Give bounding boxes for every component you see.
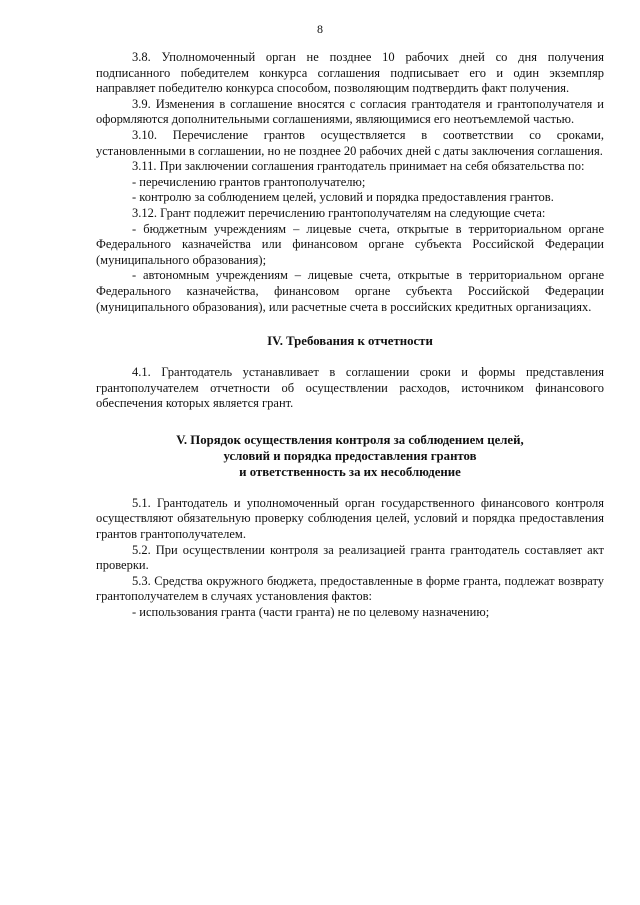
- list-item-control-compliance: - контролю за соблюдением целей, условий и порядка предоставления грантов.: [132, 190, 554, 205]
- paragraph-5-2: 5.2. При осуществлении контроля за реализацией гранта грантодатель составляет акт проверки.: [96, 542, 604, 573]
- paragraph-3-12: 3.12. Грант подлежит перечислению грантополучателям на следующие счета:: [132, 205, 546, 220]
- section-5-heading-line: условий и порядка предоставления грантов: [223, 448, 477, 463]
- list-item-autonomous-institutions: - автономным учреждениям – лицевые счета, открытые в территориальном органе Федерального казначейства, финансовом органе субъекта Российской Федерации (муниципального образования), или расчетные счета в российских кредитных организациях.: [96, 268, 604, 314]
- page-number: 8: [317, 22, 323, 36]
- section-5-heading-line: и ответственность за их несоблюдение: [239, 464, 461, 479]
- paragraph-5-1: 5.1. Грантодатель и уполномоченный орган государственного финансового контроля осуществляют обязательную проверку соблюдения целей, условий и порядка предоставления грантов грантополучателем.: [96, 495, 604, 542]
- section-4-heading: IV. Требования к отчетности: [267, 334, 433, 349]
- list-item-transfer-grants: - перечислению грантов грантополучателю;: [132, 174, 366, 189]
- document-body: [96, 50, 604, 621]
- paragraph-4-1: 4.1. Грантодатель устанавливает в соглашении сроки и формы представления грантополучателем отчетности об осуществлении расходов, источником финансового обеспечения которых является грант.: [96, 365, 604, 411]
- paragraph-5-3: 5.3. Средства окружного бюджета, предоставленные в форме гранта, подлежат возврату грантополучателем в случаях установления фактов:: [96, 573, 604, 604]
- paragraph-3-10: 3.10. Перечисление грантов осуществляется в соответствии со сроками, установленными в соглашении, но не позднее 20 рабочих дней с даты заключения соглашения.: [96, 127, 604, 158]
- list-item-misuse-of-grant: - использования гранта (части гранта) не по целевому назначению;: [132, 605, 490, 620]
- section-5-heading: [96, 432, 604, 480]
- paragraph-3-11: 3.11. При заключении соглашения грантодатель принимает на себя обязательства по:: [132, 159, 585, 174]
- paragraph-3-9: 3.9. Изменения в соглашение вносятся с согласия грантодателя и грантополучателя и оформляются дополнительными соглашениями, являющимися его неотъемлемой частью.: [96, 96, 604, 127]
- list-item-budget-institutions: - бюджетным учреждениям – лицевые счета, открытые в территориальном органе Федерального казначейства или финансовом органе субъекта Российской Федерации (муниципального образования);: [96, 221, 604, 267]
- paragraph-3-8: 3.8. Уполномоченный орган не позднее 10 рабочих дней со дня получения подписанного победителем конкурса соглашения подписывает его и один экземпляр направляет победителю конкурса способом, позволяющим подтвердить факт получения.: [96, 50, 604, 96]
- section-5-heading-line: V. Порядок осуществления контроля за соблюдением целей,: [176, 432, 524, 447]
